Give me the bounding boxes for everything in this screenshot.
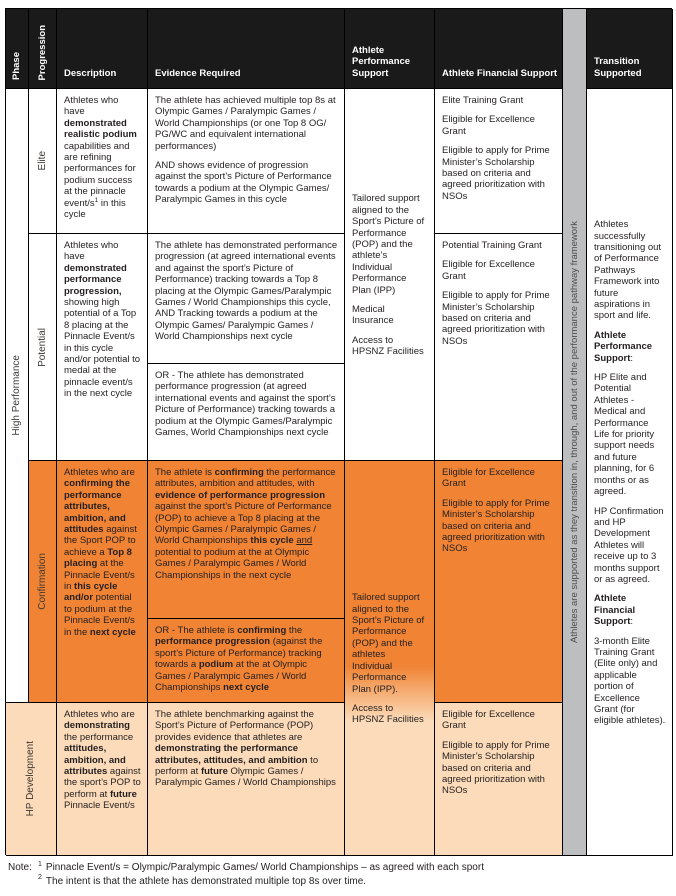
financial-support-header-label: Athlete Financial Support (442, 67, 558, 79)
footnote-line-2 (38, 875, 484, 889)
confirmation-evidence-alternative: OR - The athlete is confirming the performance progression (against the sport’s Picture of Performance) tracking towards a podium at the at Olympic Games / Paralympic Games / World Championships next cycle (155, 625, 323, 694)
progression-label-confirmation: Confirmation (36, 553, 48, 610)
pathway-framework-table (5, 8, 672, 855)
footnote-marker-1: 1 (38, 860, 42, 868)
transition-sidebar-band (563, 9, 587, 856)
progression-header-label: Progression (36, 24, 48, 80)
potential-financial-cell: Potential Training Grant Eligible for Excellence Grant Eligible to apply for Prime Minister’s Scholarship based on criteria and agreed prioritization with NSOs (435, 234, 563, 461)
footnote-lines (38, 861, 484, 888)
progression-cell-elite (29, 89, 57, 234)
description-header-label: Description (64, 67, 117, 79)
column-header-phase (6, 9, 29, 89)
transition-header-label: Transition Supported (594, 56, 642, 79)
column-header-athlete-financial-support (435, 9, 563, 89)
phase-header-label: Phase (11, 52, 23, 80)
elite-description-cell: Athletes who have demonstrated realistic podium capabilities and are refining performances for podium success at the pinnacle event/$s^1$ in this cycle (57, 89, 148, 234)
hp-development-evidence-cell: The athlete benchmarking against the Sport’s Picture of Performance (POP) provides evidence that athletes are demonstrating the performance attributes, attitudes, and ambition to perform at future Olympic Games / Paralympic Games / World Championships (148, 703, 345, 856)
sidebar-band-label: Athletes are supported as they transition in, through, and out of the performance pathway framework (569, 221, 580, 643)
footnote-marker-2: 2 (38, 874, 42, 882)
footnote-text-1: Pinnacle Event/s = Olympic/Paralympic Games/ World Championships – as agreed with each sport (45, 862, 484, 873)
potential-description-cell: Athletes who have demonstrated performance progression, showing high potential of a Top 8 placing at the Pinnacle Event/s in this cycle and/or potential to medal at the pinnacle event/s in the next cycle (57, 234, 148, 461)
performance-support-cell-confirmation-development: Tailored support aligned to the Sport’s Picture of Performance (POP) and the athletes Individual Performance Plan (IPP). Access to HPSNZ Facilities (345, 461, 435, 856)
evidence-header-label: Evidence Required (155, 67, 241, 79)
hp-development-description-cell: Athletes who are demonstrating the performance attitudes, ambition, and attributes against the sport’s POP to perform at future Pinnacle Event/s (57, 703, 148, 856)
phase-label-high-performance: High Performance (11, 355, 23, 436)
footnote-text-2: The intent is that the athlete has demonstrated multiple top 8s over time. (45, 875, 367, 887)
transition-supported-cell: Athletes successfully transitioning out of Performance Pathways Framework into future aspirations in sport and life. Athlete Performance Support: HP Elite and Potential Athletes - Medical and Performance Life for priority support needs and future planning, for 6 months or as agreed. HP Confirmation and HP Development Athletes will receive up to 3 months support or as agreed. Athlete Financial Support: 3-month Elite Training Grant (Elite only) and applicable portion of Excellence Grant (for eligible athletes). (587, 89, 673, 856)
potential-evidence-primary: The athlete has demonstrated performance progression (at agreed international events and against the sport’s Picture of Performance) tracking towards a Top 8 placing at the Olympic Games/Paralympic Games / World Championships this cycle, AND Tracking towards a podium at the Olympic Games/ Paralympic Games / World Championships next cycle (148, 234, 344, 364)
column-header-progression (29, 9, 57, 89)
elite-financial-cell: Elite Training Grant Eligible for Excellence Grant Eligible to apply for Prime Minister’s Scholarship based on criteria and agreed prioritization with NSOs (435, 89, 563, 234)
footnote (8, 861, 484, 888)
phase-cell-hp-development (6, 703, 57, 856)
progression-cell-confirmation (29, 461, 57, 703)
potential-evidence-cell (148, 234, 345, 461)
column-header-description (57, 9, 148, 89)
confirmation-description-cell: Athletes who are confirming the performance attributes, ambition, and attitudes against the Sport POP to achieve a Top 8 placing at the Pinnacle Event/s in this cycle and/or potential to podium at the Pinnacle Event/s in the next cycle (57, 461, 148, 703)
performance-support-header-label: Athlete Performance Support (352, 44, 411, 79)
progression-label-elite: Elite (36, 151, 48, 171)
elite-evidence-cell: The athlete has achieved multiple top 8s at Olympic Games / Paralympic Games / World Championships (or one Top 8 OG/ PG/WC and equivalent international performances) AND shows evidence of progression against the sport’s Picture of Performance towards a podium at the Olympic Games/ Paralympic Games in this cycle (148, 89, 345, 234)
progression-cell-potential (29, 234, 57, 461)
column-header-transition-supported (587, 9, 673, 89)
footnote-label: Note: (8, 862, 32, 873)
confirmation-evidence-primary: The athlete is confirming the performance attributes, ambition and attitudes, with evidence of performance progression against the sport’s Picture of Performance (POP) to achieve a Top 8 placing at the Olympic Games / Paralympic Games / World Championships this cycle and potential to podium at the at Olympic Games / Paralympic Games / World Championships in the next cycle (148, 461, 344, 619)
footnote-line-1 (38, 861, 484, 875)
column-header-athlete-performance-support (345, 9, 435, 89)
performance-support-cell-elite-potential: Tailored support aligned to the Sport’s Picture of Performance (POP) and the athlete’s Individual Performance Plan (IPP) Medical Insurance Access to HPSNZ Facilities (345, 89, 435, 461)
phase-cell-high-performance (6, 89, 29, 703)
phase-label-hp-development: HP Development (25, 741, 37, 817)
potential-evidence-alternative: OR - The athlete has demonstrated performance progression (at agreed international events and against the sport’s Picture of Performance) tracking towards a podium at the Olympic Games/Paralympic Games, World Championships next cycle (155, 370, 336, 439)
confirmation-evidence-cell (148, 461, 345, 703)
confirmation-financial-cell: Eligible for Excellence Grant Eligible to apply for Prime Minister’s Scholarship based on criteria and agreed prioritization with NSOs (435, 461, 563, 703)
progression-label-potential: Potential (36, 327, 48, 367)
column-header-evidence-required (148, 9, 345, 89)
hp-development-financial-cell: Eligible for Excellence Grant Eligible to apply for Prime Minister’s Scholarship based on criteria and agreed prioritization with NSOs (435, 703, 563, 856)
